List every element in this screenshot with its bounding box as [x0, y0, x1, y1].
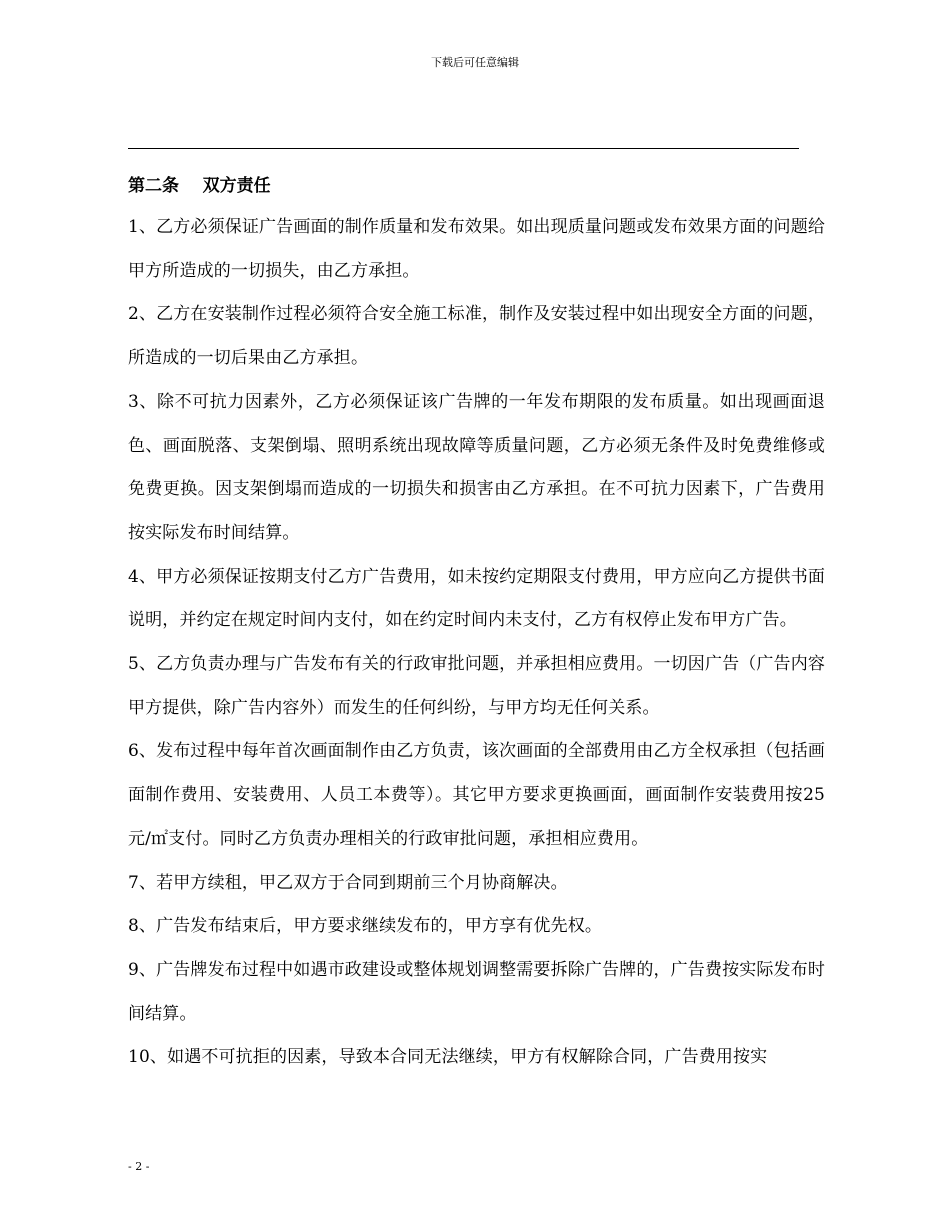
clause-paragraph-2: 2、乙方在安装制作过程必须符合安全施工标准，制作及安装过程中如出现安全方面的问题，所造成的一切后果由乙方承担。	[128, 304, 825, 369]
document-body	[128, 166, 825, 1080]
header-divider	[128, 148, 799, 149]
clause-paragraph-3: 3、除不可抗力因素外，乙方必须保证该广告牌的一年发布期限的发布质量。如出现画面退色、画面脱落、支架倒塌、照明系统出现故障等质量问题，乙方必须无条件及时免费维修或免费更换。因支架倒塌而造成的一切损失和损害由乙方承担。在不可抗力因素下，广告费用按实际发布时间结算。	[128, 391, 825, 543]
clause-paragraph-10: 10、如遇不可抗拒的因素，导致本合同无法继续，甲方有权解除合同，广告费用按实	[128, 1047, 768, 1068]
clause-paragraph-6: 6、发布过程中每年首次画面制作由乙方负责，该次画面的全部费用由乙方全权承担（包括画面制作费用、安装费用、人员工本费等）。其它甲方要求更换画面，画面制作安装费用按25元/㎡支付。同时乙方负责办理相关的行政审批问题，承担相应费用。	[128, 741, 825, 849]
clause-paragraph-7: 7、若甲方续租，甲乙双方于合同到期前三个月协商解决。	[128, 872, 568, 893]
page-header: 下载后可任意编辑	[431, 56, 519, 69]
section-title: 第二条 双方责任	[128, 176, 271, 196]
clause-paragraph-8: 8、广告发布结束后，甲方要求继续发布的，甲方享有优先权。	[128, 916, 603, 937]
clause-paragraph-4: 4、甲方必须保证按期支付乙方广告费用，如未按约定期限支付费用，甲方应向乙方提供书面说明，并约定在规定时间内支付，如在约定时间内未支付，乙方有权停止发布甲方广告。	[128, 566, 825, 631]
clause-paragraph-9: 9、广告牌发布过程中如遇市政建设或整体规划调整需要拆除广告牌的，广告费按实际发布时间结算。	[128, 959, 825, 1024]
clause-paragraph-1: 1、乙方必须保证广告画面的制作质量和发布效果。如出现质量问题或发布效果方面的问题给甲方所造成的一切损失，由乙方承担。	[128, 217, 825, 281]
clause-paragraph-5: 5、乙方负责办理与广告发布有关的行政审批问题，并承担相应费用。一切因广告（广告内容甲方提供，除广告内容外）而发生的任何纠纷，与甲方均无任何关系。	[128, 654, 825, 718]
page-number: - 2 -	[128, 1160, 150, 1173]
